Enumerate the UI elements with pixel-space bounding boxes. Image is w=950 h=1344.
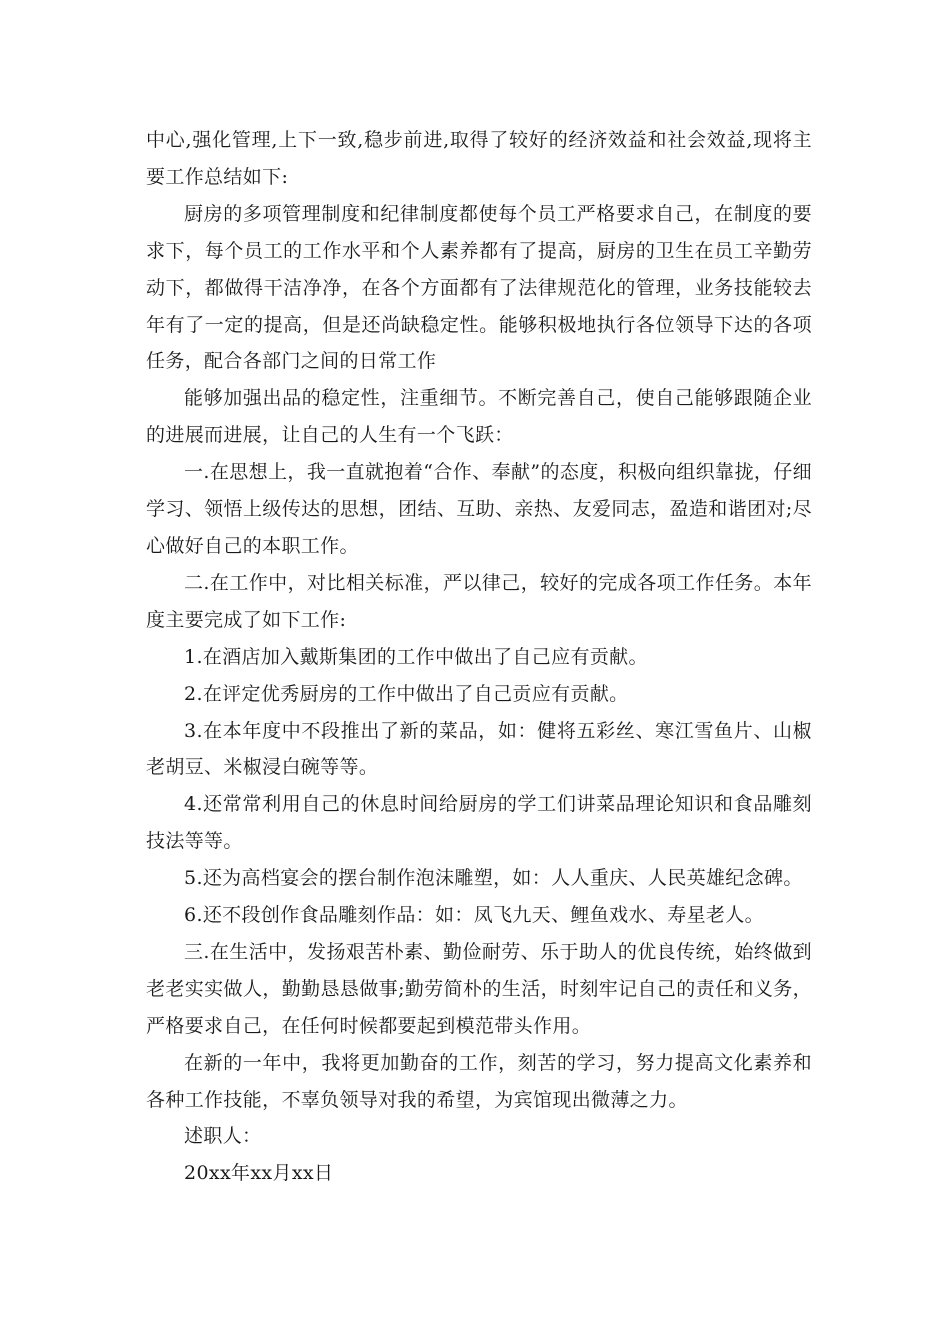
signature-label: 述职人： — [184, 1125, 262, 1148]
paragraph-section-two: 二.在工作中，对比相关标准，严以律己，较好的完成各项工作任务。本年度主要完成了如下工作: — [146, 571, 812, 631]
document-body — [146, 122, 812, 1192]
paragraph-kitchen-management: 厨房的多项管理制度和纪律制度都使每个员工严格要求自己，在制度的要求下，每个员工的工作水平和个人素养都有了提高，厨房的卫生在员工辛勤劳动下，都做得干洁净净，在各个方面都有了法律规范化的管理，业务技能较去年有了一定的提高，但是还尚缺稳定性。能够积极地执行各位领导下达的各项任务，配合各部门之间的日常工作 — [146, 202, 812, 373]
list-item-5: 5.还为高档宴会的摆台制作泡沫雕塑，如：人人重庆、人民英雄纪念碑。 — [184, 867, 803, 890]
list-item-2: 2.在评定优秀厨房的工作中做出了自己贡应有贡献。 — [184, 682, 629, 705]
paragraph-section-one: 一.在思想上，我一直就抱着“合作、奉献”的态度，积极向组织靠拢，仔细学习、领悟上级传达的思想，团结、互助、亲热、友爱同志，盈造和谐团对;尽心做好自己的本职工作。 — [146, 461, 812, 557]
list-item-3: 3.在本年度中不段推出了新的菜品，如：健将五彩丝、寒江雪鱼片、山椒老胡豆、米椒浸白碗等等。 — [146, 719, 812, 779]
signature-date: 20xx年xx月xx日 — [184, 1162, 334, 1185]
list-item-4: 4.还常常利用自己的休息时间给厨房的学工们讲菜品理论知识和食品雕刻技法等等。 — [146, 793, 812, 853]
list-item-1: 1.在酒店加入戴斯集团的工作中做出了自己应有贡献。 — [184, 645, 648, 668]
paragraph-stability: 能够加强出品的稳定性，注重细节。不断完善自己，使自己能够跟随企业的进展而进展，让自己的人生有一个飞跃： — [146, 387, 812, 447]
paragraph-section-three: 三.在生活中，发扬艰苦朴素、勤俭耐劳、乐于助人的优良传统，始终做到老老实实做人，勤勤恳恳做事;勤劳简朴的生活，时刻牢记自己的责任和义务，严格要求自己，在任何时候都要起到模范带头作用。 — [146, 940, 812, 1037]
list-item-6: 6.还不段创作食品雕刻作品：如：凤飞九天、鲤鱼戏水、寿星老人。 — [184, 904, 764, 927]
paragraph-new-year: 在新的一年中，我将更加勤奋的工作，刻苦的学习，努力提高文化素养和各种工作技能，不辜负领导对我的希望，为宾馆现出微薄之力。 — [146, 1051, 812, 1111]
paragraph-intro-continuation: 中心,强化管理,上下一致,稳步前进,取得了较好的经济效益和社会效益,现将主要工作总结如下: — [146, 129, 812, 188]
